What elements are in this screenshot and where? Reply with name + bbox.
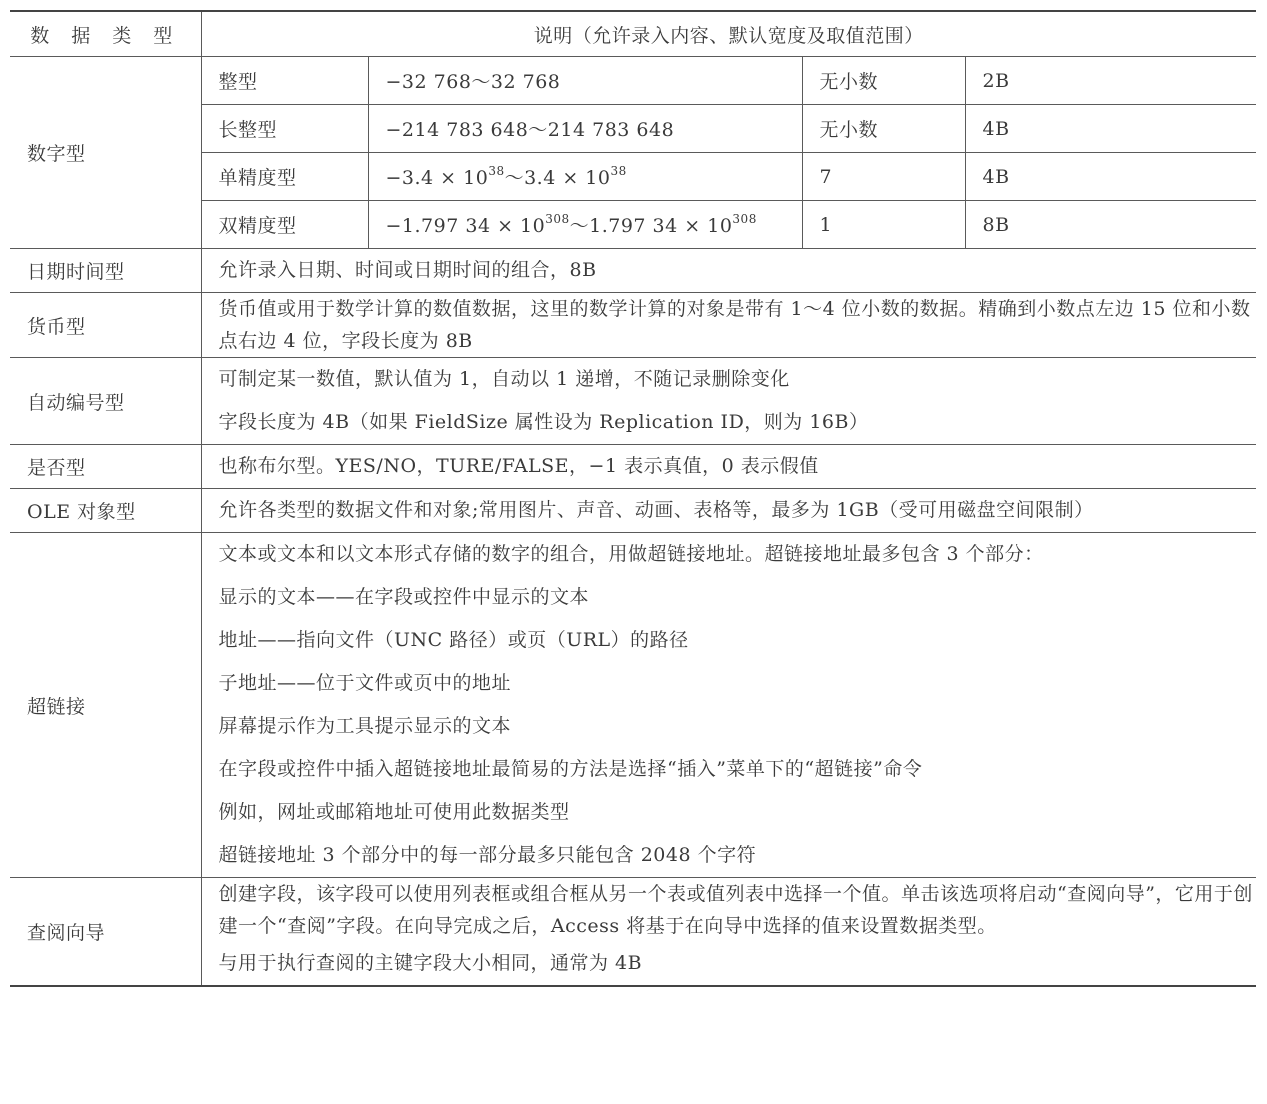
row-description (201, 533, 1256, 878)
number-subtype-name: 单精度型 (201, 153, 368, 201)
description-line: 允许各类型的数据文件和对象;常用图片、声音、动画、表格等，最多为 1GB（受可用磁盘空间限制） (218, 499, 1094, 521)
description-line: 也称布尔型。YES/NO，TURE/FALSE，−1 表示真值，0 表示假值 (218, 455, 819, 477)
number-subtype-name: 双精度型 (201, 201, 368, 249)
row-label: 货币型 (10, 293, 201, 358)
description-line: 货币值或用于数学计算的数值数据，这里的数学计算的对象是带有 1～4 位小数的数据。精确到小数点左边 15 位和小数点右边 4 位，字段长度为 8B (218, 298, 1251, 352)
table-header-row (10, 11, 1256, 57)
description-line: 文本或文本和以文本形式存储的数字的组合，用做超链接地址。超链接地址最多包含 3 个部分： (218, 543, 1044, 565)
number-subtype-decimal: 7 (802, 153, 965, 201)
row-label-number: 数字型 (10, 57, 201, 249)
table-row-ole (10, 489, 1256, 533)
row-label: 查阅向导 (10, 878, 201, 987)
number-subtype-decimal: 1 (802, 201, 965, 249)
description-line: 屏幕提示作为工具提示显示的文本 (218, 715, 512, 737)
number-subtype-range (368, 201, 802, 249)
exponent: 308 (732, 212, 757, 226)
row-description (201, 358, 1256, 445)
range-part: −1.797 34 × 10 (385, 215, 546, 237)
row-label: 超链接 (10, 533, 201, 878)
number-subtype-decimal: 无小数 (802, 57, 965, 105)
data-type-table (10, 10, 1256, 987)
row-description (201, 445, 1256, 489)
number-subtype-decimal: 无小数 (802, 105, 965, 153)
row-description (201, 878, 1256, 987)
table-row-lookup-wizard (10, 878, 1256, 987)
description-line: 地址——指向文件（UNC 路径）或页（URL）的路径 (218, 629, 689, 651)
exponent: 308 (545, 212, 570, 226)
exponent: 38 (488, 164, 505, 178)
number-subtype-size: 8B (965, 201, 1256, 249)
description-line: 显示的文本——在字段或控件中显示的文本 (218, 586, 590, 608)
row-description (201, 249, 1256, 293)
number-subtype-range (368, 153, 802, 201)
table-row-autonumber (10, 358, 1256, 445)
description-line: 超链接地址 3 个部分中的每一部分最多只能包含 2048 个字符 (218, 844, 757, 866)
description-line: 创建字段，该字段可以使用列表框或组合框从另一个表或值列表中选择一个值。单击该选项将启动“查阅向导”，它用于创建一个“查阅”字段。在向导完成之后，Access 将基于在向导中选择的值来设置数据类型。 (218, 883, 1253, 937)
row-description (201, 293, 1256, 358)
header-description: 说明（允许录入内容、默认宽度及取值范围） (201, 11, 1256, 57)
exponent: 38 (610, 164, 627, 178)
number-subtype-name: 整型 (201, 57, 368, 105)
row-label: 是否型 (10, 445, 201, 489)
number-subtype-size: 2B (965, 57, 1256, 105)
number-subtype-name: 长整型 (201, 105, 368, 153)
table-row-yesno (10, 445, 1256, 489)
row-label: OLE 对象型 (10, 489, 201, 533)
range-part: −3.4 × 10 (385, 167, 489, 189)
table-row-currency (10, 293, 1256, 358)
number-subtype-size: 4B (965, 153, 1256, 201)
row-label: 日期时间型 (10, 249, 201, 293)
number-subtype-range: −214 783 648～214 783 648 (368, 105, 802, 153)
description-line: 在字段或控件中插入超链接地址最简易的方法是选择“插入”菜单下的“超链接”命令 (218, 758, 923, 780)
table-row-number-int (10, 57, 1256, 105)
number-subtype-size: 4B (965, 105, 1256, 153)
description-line: 例如，网址或邮箱地址可使用此数据类型 (218, 801, 570, 823)
description-line: 与用于执行查阅的主键字段大小相同，通常为 4B (218, 952, 643, 974)
range-part: ～1.797 34 × 10 (569, 215, 733, 237)
row-description (201, 489, 1256, 533)
table-row-datetime (10, 249, 1256, 293)
description-line: 允许录入日期、时间或日期时间的组合，8B (218, 259, 597, 281)
description-line: 可制定某一数值，默认值为 1，自动以 1 递增，不随记录删除变化 (218, 368, 790, 390)
range-part: ～3.4 × 10 (504, 167, 611, 189)
row-label: 自动编号型 (10, 358, 201, 445)
table-row-hyperlink (10, 533, 1256, 878)
description-line: 子地址——位于文件或页中的地址 (218, 672, 512, 694)
header-data-type: 数 据 类 型 (10, 11, 201, 57)
description-line: 字段长度为 4B（如果 FieldSize 属性设为 Replication ID，则为 16B） (218, 411, 869, 433)
number-subtype-range: −32 768～32 768 (368, 57, 802, 105)
